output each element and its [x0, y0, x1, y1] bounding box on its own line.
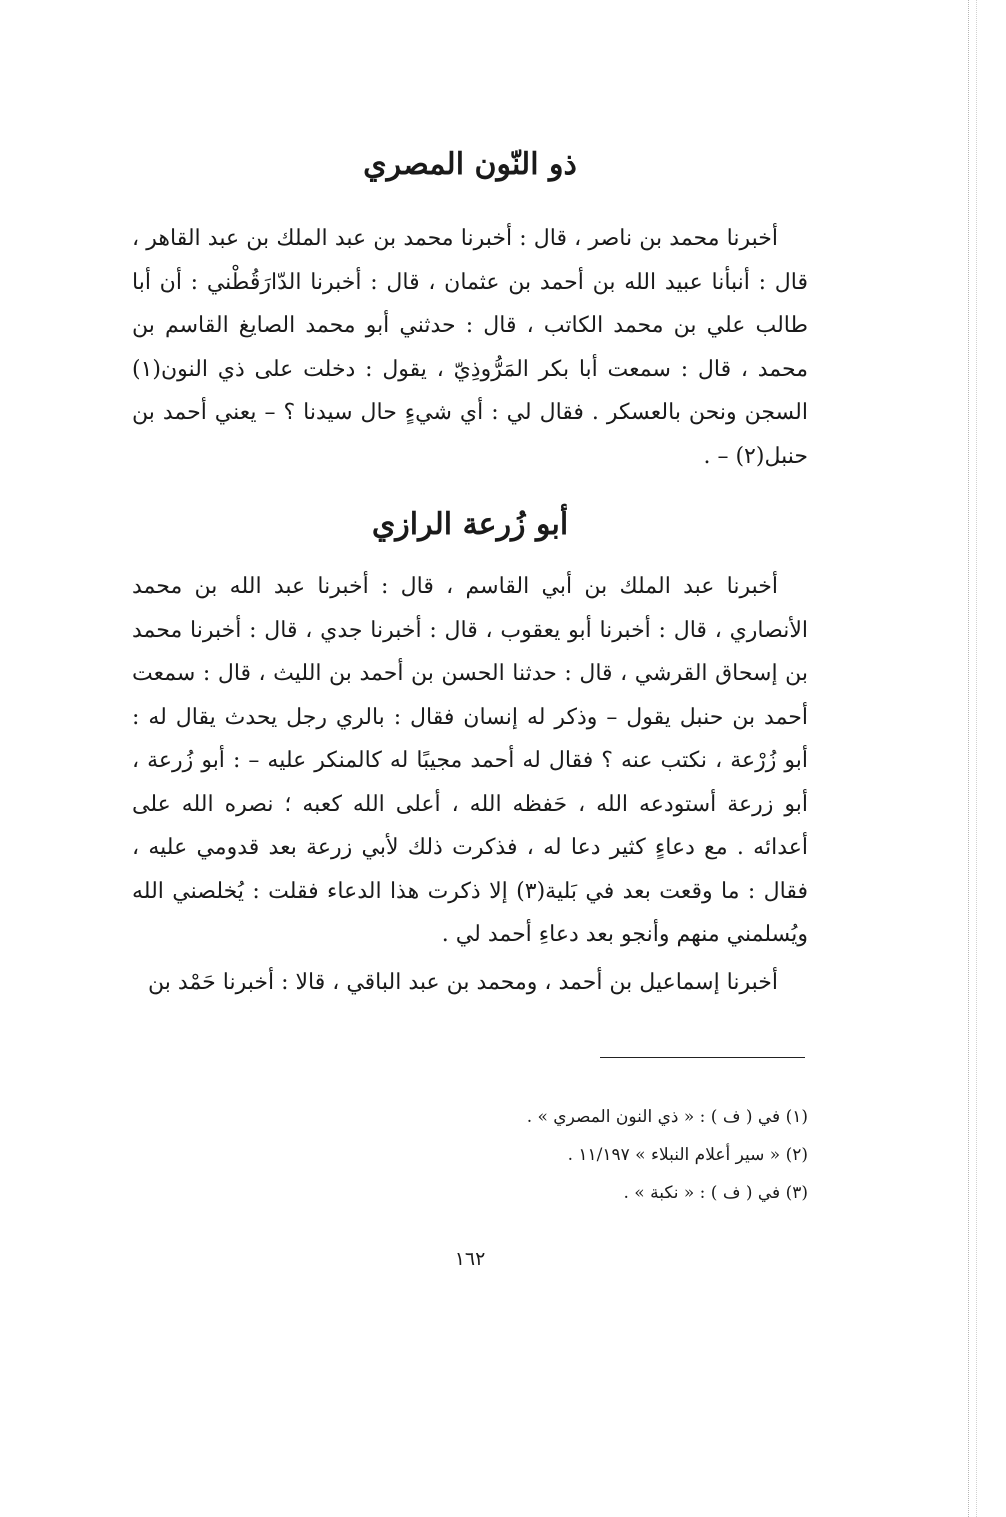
scan-margin-line: [976, 0, 977, 1517]
page-number: ١٦٢: [454, 1248, 486, 1270]
footnotes: [400, 1098, 808, 1212]
section-title-dhul-nun: ذو النّون المصري: [363, 147, 577, 182]
section-body-dhul-nun: [132, 217, 808, 478]
paragraph: أخبرنا إسماعيل بن أحمد ، ومحمد بن عبد الباقي ، قالا : أخبرنا حَمْد بن: [148, 969, 778, 995]
paragraph: أخبرنا عبد الملك بن أبي القاسم ، قال : أخبرنا عبد الله بن محمد الأنصاري ، قال : أخبرنا أبو يعقوب ، قال : أخبرنا جدي ، قال : أخبرنا محمد بن إسحاق القرشي ، قال : حدثنا الحسن بن أحمد بن الليث ، قال : سمعت أحمد بن حنبل يقول – وذكر له إنسان فقال : بالري رجل يحدث يقال له : أبو زُرْعة ، نكتب عنه ؟ فقال له أحمد مجيبًا له كالمنكر عليه – : أبو زُرعة ، أبو زرعة أستودعه الله ، حَفظه الله ، أعلى الله كعبه ؛ نصره الله على أعدائه . مع دعاءٍ كثير دعا له ، فذكرت ذلك لأبي زرعة بعد قدومي عليه ، فقال : ما وقعت بعد في بَلية(٣) إلا ذكرت هذا الدعاء فقلت : يُخلصني الله ويُسلمني منهم وأنجو بعد دعاءِ أحمد لي .: [132, 574, 809, 947]
scan-margin-line: [968, 0, 969, 1517]
section-body-abu-zura: [132, 565, 808, 1004]
paragraph: أخبرنا محمد بن ناصر ، قال : أخبرنا محمد بن عبد الملك بن عبد القاهر ، قال : أنبأنا عبيد الله بن أحمد بن عثمان ، قال : أخبرنا الدّارَقُطْني : أن أبا طالب علي بن محمد الكاتب ، قال : حدثني أبو محمد الصايغ القاسم بن محمد ، قال : سمعت أبا بكر المَرُّوذِيّ ، يقول : دخلت على ذي النون(١) السجن ونحن بالعسكر . فقال لي : أي شيءٍ حال سيدنا ؟ – يعني أحمد بن حنبل(٢) – .: [132, 226, 808, 469]
footnote: (٣) في ( ف ) : « نكبة » .: [623, 1183, 808, 1203]
section-title-abu-zura: أبو زُرعة الرازي: [371, 507, 569, 542]
footnote-separator: [600, 1057, 805, 1058]
footnote: (٢) « سير أعلام النبلاء » ١١/١٩٧ .: [567, 1145, 808, 1165]
footnote: (١) في ( ف ) : « ذي النون المصري » .: [526, 1107, 808, 1127]
